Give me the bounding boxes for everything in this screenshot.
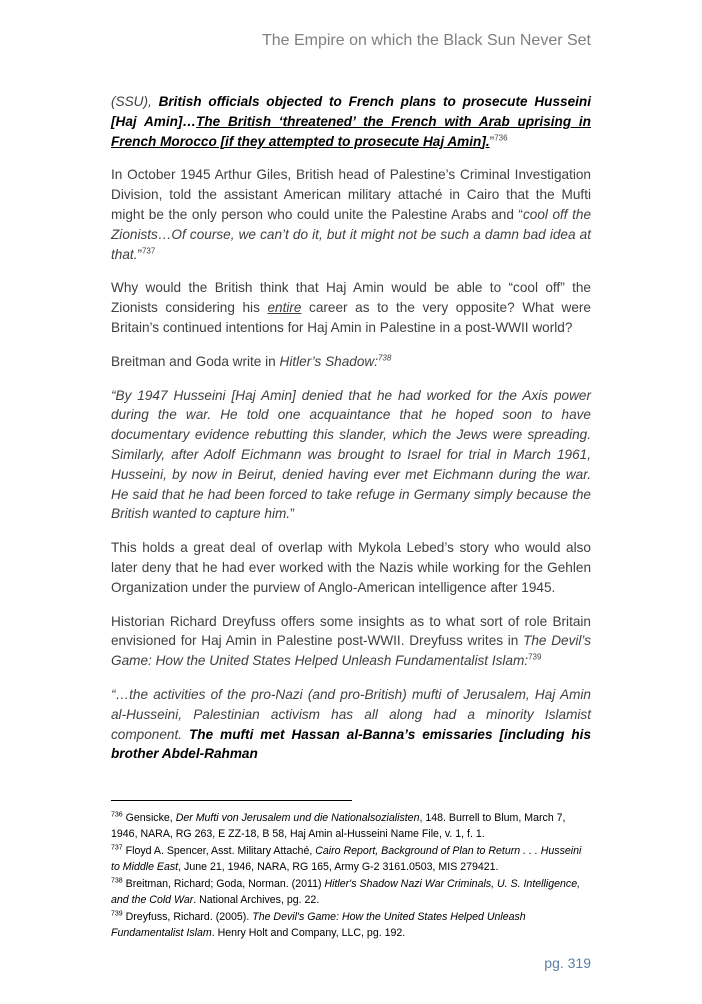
text: (SSU), bbox=[111, 94, 159, 109]
text: career as to the very opposite? What were Britain’s continued intentions for Haj Amin in Palestine in a post-WWII world? bbox=[111, 300, 591, 335]
running-header: The Empire on which the Black Sun Never Set bbox=[261, 32, 591, 49]
footnote-separator bbox=[111, 800, 352, 801]
quote: cool off the Zionists…Of course, we can’t do it, but it might not be such a damn bad idea at that. bbox=[111, 206, 591, 262]
text: In October 1945 Arthur Giles, British head of Palestine’s Criminal Investigation Division, told the assistant American military attaché in Cairo that the Mufti might be the only person who could unite the Palestine Arabs and “ bbox=[111, 167, 591, 222]
text: Gensicke, bbox=[122, 812, 176, 824]
paragraph-2 bbox=[111, 165, 591, 264]
text: , 148. Burrell to Blum, March 7, 1946, NARA, RG 263, E ZZ-18, B 58, Haj Amin al-Husseini Name File, v. 1, f. 1. bbox=[111, 812, 566, 840]
footnote bbox=[111, 876, 591, 908]
text: Floyd A. Spencer, Asst. Military Attaché, bbox=[122, 845, 316, 857]
title: The Devil's Game: How the United States Helped Unleash Fundamentalist Islam bbox=[111, 911, 526, 939]
footnote-number: 737 bbox=[111, 844, 123, 852]
footnotes bbox=[111, 810, 591, 942]
book-title: Hitler’s Shadow: bbox=[279, 353, 378, 369]
book-title: The Devil’s Game: How the United States Helped Unleash Fundamentalist Islam: bbox=[111, 633, 591, 669]
text: . National Archives, pg. 22. bbox=[193, 894, 320, 906]
text: Breitman and Goda write in bbox=[111, 353, 280, 369]
emphasis: British officials objected to French plans to prosecute Husseini [Haj Amin]… bbox=[111, 94, 591, 129]
footnote-ref: 738 bbox=[377, 353, 392, 363]
footnote-number: 736 bbox=[111, 811, 123, 819]
paragraph-6 bbox=[111, 538, 591, 597]
page-number: pg. 319 bbox=[544, 955, 591, 971]
footnote-number: 739 bbox=[111, 910, 123, 918]
footnote-ref: 739 bbox=[528, 652, 542, 662]
paragraph-5-quote bbox=[111, 386, 591, 525]
footnote-number: 738 bbox=[111, 877, 123, 885]
text: ” bbox=[137, 246, 142, 262]
body-text bbox=[111, 92, 591, 778]
paragraph-4 bbox=[111, 352, 591, 372]
title: Cairo Report, Background of Plan to Return . . . Husseini to Middle East bbox=[111, 845, 582, 873]
emphasis: The mufti met Hassan al-Banna’s emissaries [including his brother Abdel-Rahman bbox=[111, 726, 592, 762]
footnote-ref: 737 bbox=[141, 246, 156, 256]
footnote bbox=[111, 843, 591, 875]
text: Why would the British think that Haj Amin would be able to “cool off” the Zionists considering his bbox=[111, 280, 591, 316]
footnote bbox=[111, 909, 591, 941]
text: . Henry Holt and Company, LLC, pg. 192. bbox=[211, 927, 406, 939]
text: Dreyfuss, Richard. (2005). bbox=[122, 911, 253, 923]
footnote-ref: 736 bbox=[494, 133, 508, 143]
paragraph-1 bbox=[111, 92, 591, 151]
footnote bbox=[111, 810, 591, 842]
quote: “…the activities of the pro-Nazi (and pro-British) mufti of Jerusalem, Haj Amin al-Husseini, Palestinian activism has all along had a minority Islamist component. bbox=[111, 686, 591, 742]
title: Der Mufti von Jerusalem und die Nationalsozialisten bbox=[175, 812, 420, 824]
title: Hitler's Shadow Nazi War Criminals, U. S. Intelligence, and the Cold War bbox=[111, 878, 581, 906]
text: ” bbox=[489, 133, 495, 149]
paragraph-8-quote bbox=[111, 685, 591, 764]
paragraph-3 bbox=[111, 278, 591, 337]
text: “ bbox=[111, 387, 116, 403]
emphasis-underlined: entire bbox=[267, 300, 302, 316]
text: ” bbox=[290, 506, 295, 522]
paragraph-7 bbox=[111, 612, 591, 671]
text: , June 21, 1946, NARA, RG 165, Army G-2 3161.0503, MIS 279421. bbox=[178, 861, 499, 873]
emphasis-underlined: The British ‘threatened’ the French with Arab uprising in French Morocco [if they attempted to prosecute Haj Amin]. bbox=[111, 113, 591, 149]
text: Breitman, Richard; Goda, Norman. (2011) bbox=[122, 878, 325, 890]
quote: By 1947 Husseini [Haj Amin] denied that he had worked for the Axis power during the war. He told one acquaintance that he hoped soon to have documentary evidence rebutting this slander, which the Jews were spreading. Similarly, after Adolf Eichmann was brought to Israel for trial in March 1961, Husseini, by now in Beirut, denied having ever met Eichmann during the war. He said that he had been forced to take refuge in Germany simply because the British wanted to capture him. bbox=[111, 387, 591, 522]
text: Historian Richard Dreyfuss offers some insights as to what sort of role Britain envisioned for Haj Amin in Palestine post-WWII. Dreyfuss writes in bbox=[111, 613, 591, 649]
text: This holds a great deal of overlap with Mykola Lebed’s story who would also later deny that he had ever worked with the Nazis while working for the Gehlen Organization under the purview of Anglo-American intelligence after 1945. bbox=[111, 540, 591, 595]
